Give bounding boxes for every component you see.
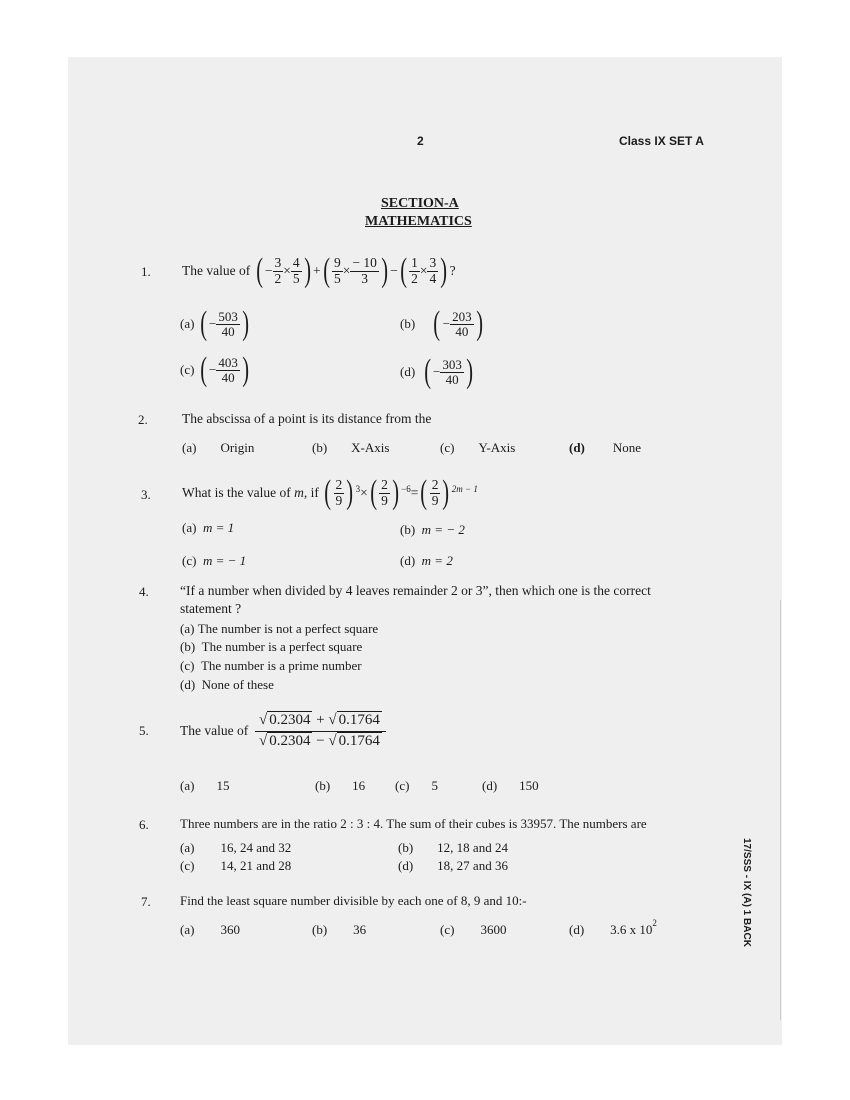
q4-line2: statement ? xyxy=(180,601,242,616)
q3-number: 3. xyxy=(141,487,151,502)
q6-number: 6. xyxy=(139,817,149,832)
q7-option-b[interactable]: (b) 36 xyxy=(312,922,367,937)
q1-term1-frac-a: $\frac{3}{2}$ xyxy=(274,255,282,286)
q4-option-d[interactable]: (d) None of these xyxy=(180,677,274,692)
q2-number: 2. xyxy=(138,412,148,427)
q6-option-a[interactable]: (a) 16, 24 and 32 xyxy=(180,840,292,855)
q4-line1: “If a number when divided by 4 leaves remainder 2 or 3”, then which one is the correct xyxy=(180,583,651,598)
q2-option-d[interactable]: (d) None xyxy=(569,440,642,455)
q2-option-c[interactable]: (c) Y-Axis xyxy=(440,440,516,455)
q3-option-b[interactable]: (b) m = − 2 xyxy=(400,522,465,537)
q5-option-d[interactable]: (d) 150 xyxy=(482,778,539,793)
q1-term1-frac-b: $\frac{4}{5}$ xyxy=(292,255,300,286)
q1-option-b[interactable]: (b) ( − $\frac{203}{40}$ ) xyxy=(400,305,483,342)
q1-option-c[interactable]: (c) ( − $\frac{403}{40}$ ) xyxy=(180,351,249,388)
q1-number: 1. xyxy=(141,264,151,279)
q7-option-c[interactable]: (c) 3600 xyxy=(440,922,507,937)
q5-fraction: $\frac{√ 0.2304 + √ 0.1764}{√ 0.2304 - √ 0.1764}$ xyxy=(255,711,386,752)
q4-option-c[interactable]: (c) The number is a prime number xyxy=(180,658,362,673)
sheet-edge-line xyxy=(780,600,781,1020)
q2-option-a[interactable]: (a) Origin xyxy=(182,440,255,455)
q4-number: 4. xyxy=(139,584,149,599)
q7-option-d[interactable]: (d) 3.6 x $10^2$ xyxy=(569,918,657,937)
q6-option-b[interactable]: (b) 12, 18 and 24 xyxy=(398,840,508,855)
q3-option-c[interactable]: (c) m = − 1 xyxy=(182,553,247,568)
q6-option-c[interactable]: (c) 14, 21 and 28 xyxy=(180,858,292,873)
q2-text: The abscissa of a point is its distance from the xyxy=(182,411,432,426)
q1-option-a[interactable]: (a) ( − $\frac{503}{40}$ ) xyxy=(180,305,249,342)
q1-term3-frac-b: $\frac{3}{4}$ xyxy=(429,255,437,286)
q7-text: Find the least square number divisible by each one of 8, 9 and 10:- xyxy=(180,893,527,908)
side-document-code: 17/SSS - IX (A) 1 BACK xyxy=(741,838,752,947)
q4-option-b[interactable]: (b) The number is a perfect square xyxy=(180,639,363,654)
page-number: 2 xyxy=(417,134,424,148)
q1-term2-frac-b: $\frac{- 10}{3}$ xyxy=(352,255,377,286)
q4-option-a[interactable]: (a) The number is not a perfect square xyxy=(180,621,379,636)
q5-option-c[interactable]: (c) 5 xyxy=(395,778,438,793)
q5-option-b[interactable]: (b) 16 xyxy=(315,778,366,793)
q2-option-b[interactable]: (b) X-Axis xyxy=(312,440,390,455)
q6-text: Three numbers are in the ratio 2 : 3 : 4. The sum of their cubes is 33957. The numbers are xyxy=(180,816,647,831)
section-title: SECTION-A xyxy=(381,196,459,211)
q3-option-d[interactable]: (d) m = 2 xyxy=(400,553,453,568)
q1-prompt: The value of xyxy=(182,263,251,278)
q6-option-d[interactable]: (d) 18, 27 and 36 xyxy=(398,858,508,873)
q5-number: 5. xyxy=(139,723,149,738)
q5-option-a[interactable]: (a) 15 xyxy=(180,778,230,793)
q7-option-a[interactable]: (a) 360 xyxy=(180,922,240,937)
q1-term2-frac-a: $\frac{9}{5}$ xyxy=(333,255,341,286)
q5-question: The value of $\frac{√ 0.2304 + √ 0.1764}{√ 0.2304 - √ 0.1764}$ xyxy=(180,706,386,756)
class-set-label: Class IX SET A xyxy=(619,134,704,148)
q7-number: 7. xyxy=(141,894,151,909)
q3-option-a[interactable]: (a) m = 1 xyxy=(182,520,235,535)
q3-question: What is the value of m, if ( $\frac{2}{9}$ ) 3 × ( $\frac{2}{9}$ ) −6 = ( $\frac{2}{9}$ ) 2m − 1 xyxy=(182,474,478,511)
q1-question: The value of ( − $\frac{3}{2}$ × $\frac{4}{5}$ ) + ( $\frac{9}{5}$ × $\frac{- 10}{3}$ ) − ( $\frac{1}{2}$ × $\frac{3}{4}$ ) ? xyxy=(182,252,456,289)
q1-term3-frac-a: $\frac{1}{2}$ xyxy=(411,255,418,286)
q1-option-d[interactable]: (d) ( − $\frac{303}{40}$ ) xyxy=(400,353,473,390)
subject-title: MATHEMATICS xyxy=(365,214,472,229)
